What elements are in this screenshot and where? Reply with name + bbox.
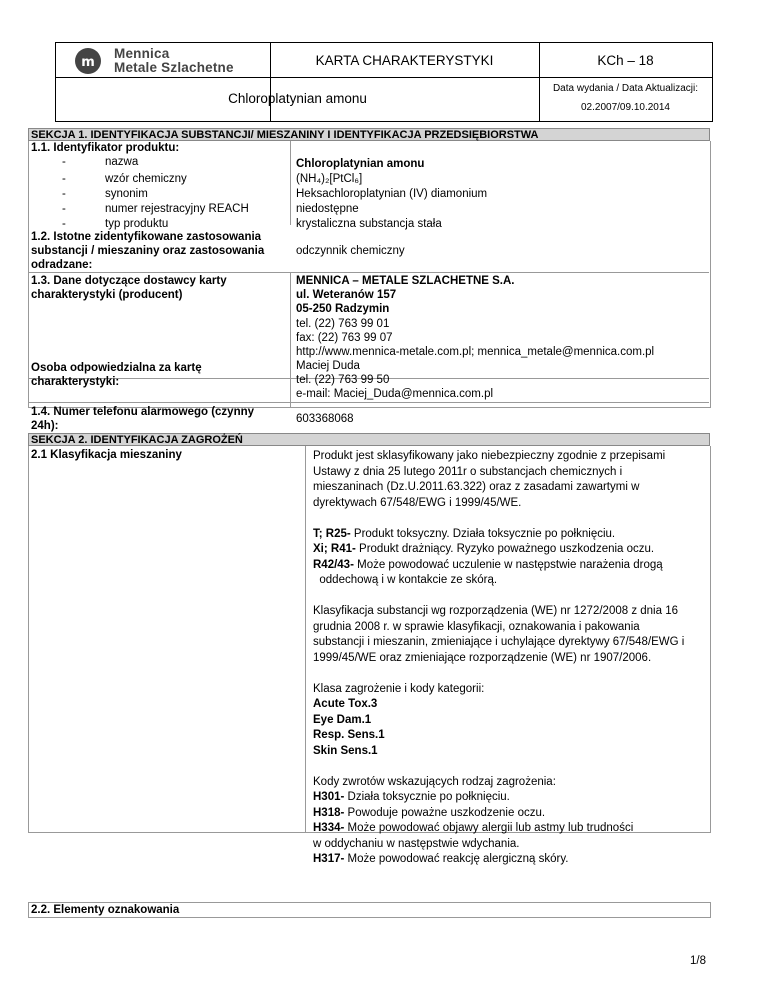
item-label: nazwa [105,156,139,168]
contact-email-link[interactable]: e-mail: Maciej_Duda@mennica.com.pl [296,388,494,400]
h-statement [313,852,703,868]
item-label: numer rejestracyjny REACH [105,203,249,215]
h-heading: Kody zwrotów wskazujących rodzaj zagrożenia: [313,775,556,788]
column-divider [290,272,291,407]
item-label: wzór chemiczny [105,173,187,185]
column-divider [305,446,306,832]
supplier-phone: tel. (22) 763 99 01 [296,318,390,330]
item-label: synonim [105,188,148,200]
s11-label: 1.1. Identyfikator produktu: [31,142,180,154]
mennica-logo-icon [74,47,108,75]
risk-text: Produkt drażniący. Ryzyko poważnego uszkodzenia oczu. [355,543,655,555]
h-text: Może powodować objawy alergii lub astmy lub trudności [344,822,634,834]
item-value: niedostępne [296,203,359,215]
h-code: H317- [313,853,345,865]
column-divider [290,141,291,225]
bullet: - [62,218,66,230]
logo-line-2: Metale Szlachetne [114,60,234,75]
product-title: Chloroplatynian amonu [228,91,367,106]
text-line: 1999/45/WE oraz zmieniające rozporządzenie (WE) nr 1907/2006. [313,651,652,664]
s14-label: 1.4. Numer telefonu alarmowego (czynny [31,406,255,418]
bullet: - [62,173,66,185]
h-text: Działa toksycznie po połknięciu. [344,791,510,803]
supplier-city: 05-250 Radzymin [296,303,390,315]
contact-name: Maciej Duda [296,360,360,372]
section-1-heading: SEKCJA 1. IDENTYFIKACJA SUBSTANCJI/ MIESZANINY I IDENTYFIKACJA PRZEDSIĘBIORSTWA [28,128,710,141]
h-text-continued: w oddychaniu w następstwie wdychania. [313,837,520,850]
risk-phrase [313,558,703,574]
supplier-street: ul. Weteranów 157 [296,289,397,301]
hazard-class: Skin Sens.1 [313,744,378,757]
s12-label: 1.2. Istotne zidentyfikowane zastosowania [31,231,262,243]
contact-label: charakterystyki: [31,376,120,388]
classification-text [313,449,703,868]
risk-phrase [313,527,703,543]
risk-text-continued: oddechową i w kontakcie ze skórą. [313,574,498,586]
s22-label: 2.2. Elementy oznakowania [31,904,180,916]
item-value: krystaliczna substancja stała [296,218,442,230]
logo-line-1: Mennica [114,46,170,61]
text-line: Produkt jest sklasyfikowany jako niebezpieczny zgodnie z przepisami [313,450,666,462]
hazard-class: Resp. Sens.1 [313,729,385,741]
h-code: H334- [313,822,345,834]
s13-label: 1.3. Dane dotyczące dostawcy karty [31,275,227,287]
risk-code: T; R25- [313,527,351,540]
risk-phrase [313,542,703,558]
h-statement [313,790,703,806]
h-code: H318- [313,806,345,819]
h-statement [313,821,703,837]
svg-text:m: m [81,55,95,70]
h-code: H301- [313,791,345,803]
h-text: Może powodować reakcję alergiczną skóry. [344,853,569,865]
item-label: typ produktu [105,218,169,230]
header-divider [56,77,712,78]
page-number: 1/8 [690,955,706,967]
s12-value: odczynnik chemiczny [296,245,405,257]
h-statement [313,806,703,822]
date-label: Data wydania / Data Aktualizacji: [552,83,699,94]
row-divider [28,402,709,403]
supplier-name: MENNICA – METALE SZLACHETNE S.A. [296,275,515,287]
s13-label: charakterystyki (producent) [31,289,183,301]
text-line: substancji i mieszanin, zmieniające i uchylające dyrektywy 67/548/EWG i [313,636,685,648]
h-text: Powoduje poważne uszkodzenie oczu. [344,806,546,819]
bullet: - [62,188,66,200]
s21-label: 2.1 Klasyfikacja mieszaniny [31,449,182,461]
risk-code: R42/43- [313,558,354,571]
risk-text: Produkt toksyczny. Działa toksycznie po połknięciu. [350,527,616,540]
emergency-phone: 603368068 [296,413,354,425]
text-line: mieszaninach (Dz.U.2011.63.322) oraz z zasadami zawartymi w [313,481,640,493]
hazard-class: Acute Tox.3 [313,698,378,710]
text-line: grudnia 2008 r. w sprawie klasyfikacji, oznakowania i pakowania [313,620,640,633]
bullet: - [62,203,66,215]
supplier-fax: fax: (22) 763 99 07 [296,332,393,344]
text-line: Klasyfikacja substancji wg rozporządzenia (WE) nr 1272/2008 z dnia 16 [313,605,678,617]
doc-code: KCh – 18 [597,53,654,68]
text-line: Ustawy z dnia 25 lutego 2011r o substancjach chemicznych i [313,465,623,478]
text-line: dyrektywach 67/548/EWG i 1999/45/WE. [313,496,522,509]
contact-label: Osoba odpowiedzialna za kartę [31,362,202,374]
hazard-class: Eye Dam.1 [313,713,372,726]
section-2-heading: SEKCJA 2. IDENTYFIKACJA ZAGROŻEŃ [28,433,710,446]
document-header [55,42,713,122]
s12-label: odradzane: [31,259,93,271]
item-value: Heksachloroplatynian (IV) diamonium [296,188,488,200]
row-divider [28,272,709,273]
risk-code: Xi; R41- [313,543,356,555]
risk-text: Może powodować uczulenie w następstwie narażenia drogą [353,558,663,571]
company-logo [74,47,264,75]
item-value: Chloroplatynian amonu [296,158,425,170]
class-heading: Klasa zagrożenie i kody kategorii: [313,682,485,695]
supplier-web-link[interactable]: http://www.mennica-metale.com.pl; mennica_metale@mennica.com.pl [296,346,655,358]
item-value: (NH₄)₂[PtCl₆] [296,173,363,185]
s14-label: 24h): [31,420,59,432]
bullet: - [62,156,66,168]
doc-title: KARTA CHARAKTERYSTYKI [315,53,494,68]
s12-label: substancji / mieszaniny oraz zastosowania [31,245,265,257]
date-value: 02.2007/09.10.2014 [581,102,670,113]
contact-phone: tel. (22) 763 99 50 [296,374,390,386]
